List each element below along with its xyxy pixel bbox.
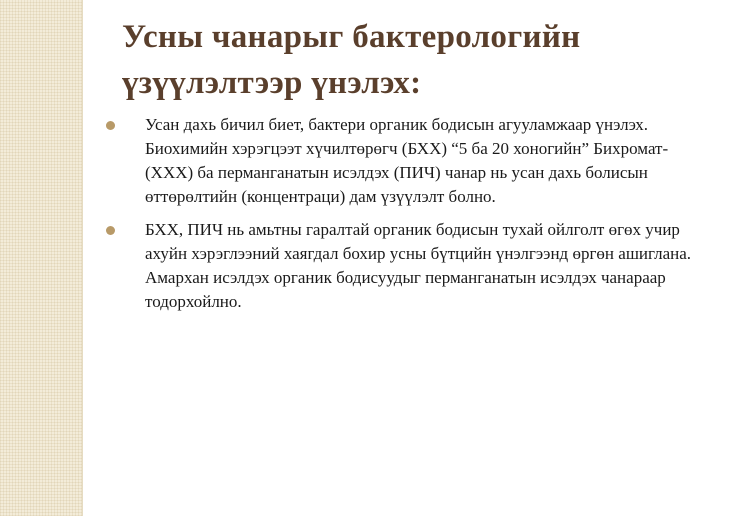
side-strip-edge — [82, 0, 83, 516]
bullet-list — [103, 113, 703, 323]
slide-title: Усны чанарыг бактерологийн үзүүлэлтээр үнэлэх: — [122, 19, 581, 101]
bullet-item — [103, 218, 703, 314]
decorative-side-strip — [0, 0, 82, 516]
bullet-text: Усан дахь бичил биет, бактери органик бодисын агууламжаар үнэлэх. Биохимийн хэрэгцээт хүчилтөрөгч (БХХ) “5 ба 20 хоногийн” Бихромат-(ХХХ) ба перманганатын исэлдэх (ПИЧ) чанар нь усан дахь болисын өттөрөлтийн (концентраци) дам үзүүлэлт болно. — [145, 115, 669, 206]
bullet-text: БХХ, ПИЧ нь амьтны гаралтай органик бодисын тухай ойлголт өгөх учир ахуйн хэрэглээний хаягдал бохир усны бүтцийн үнэлгээнд өргөн ашиглана. Амархан исэлдэх органик бодисуудыг перманганатын исэлдэх чанараар тодорхойлно. — [145, 220, 692, 311]
bullet-dot-icon — [106, 121, 115, 130]
bullet-dot-icon — [106, 226, 115, 235]
bullet-item — [103, 113, 703, 209]
